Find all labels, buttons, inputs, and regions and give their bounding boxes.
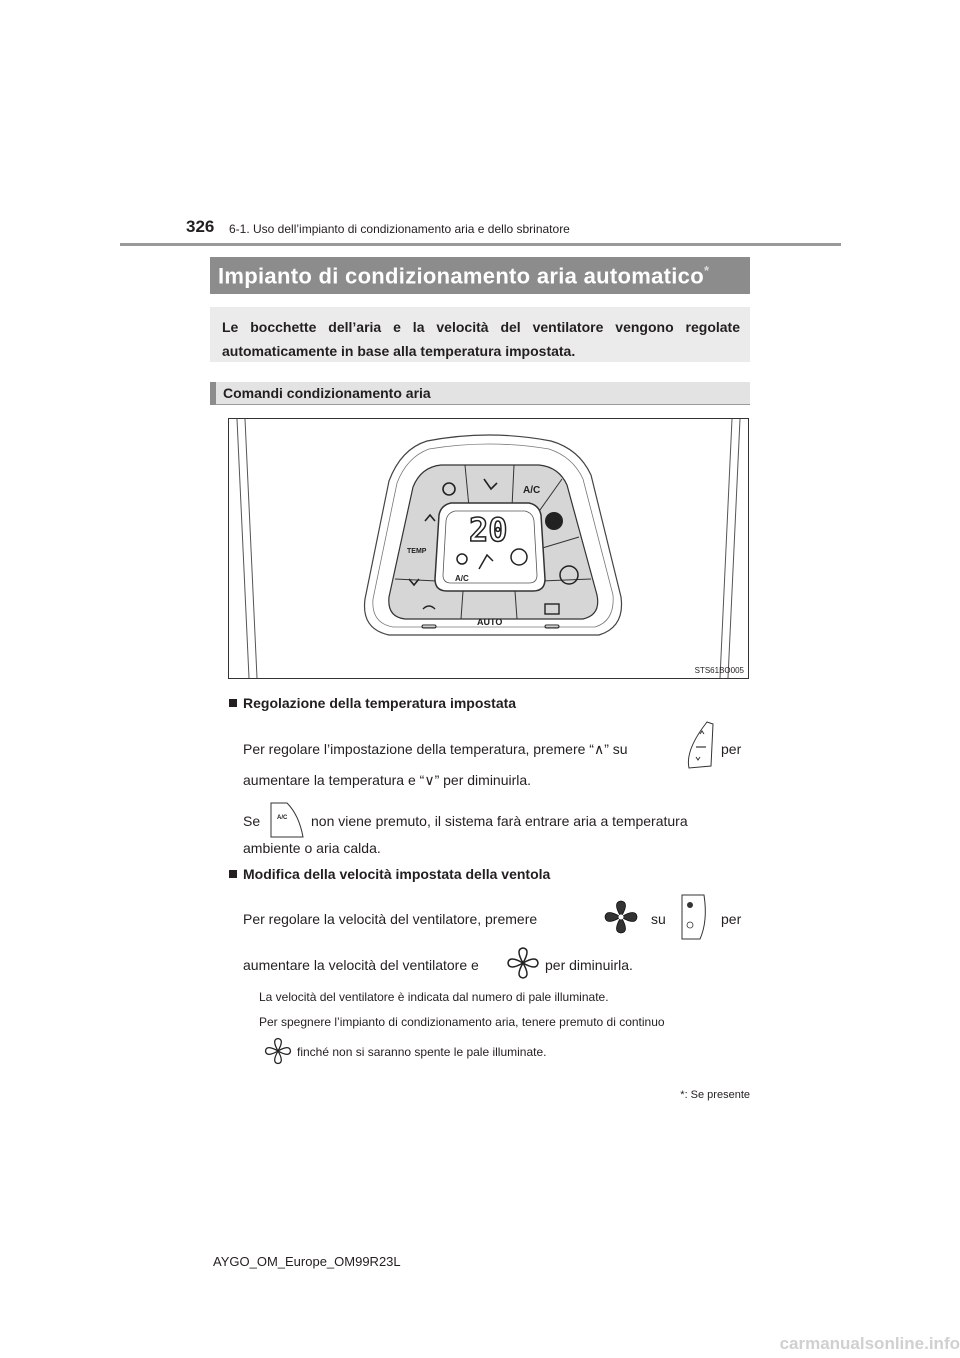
temp-line-4: ambiente o aria calda. — [243, 840, 381, 856]
ac-button-icon — [267, 799, 307, 841]
auto-button-label: AUTO — [477, 617, 503, 627]
bullet-square — [229, 699, 237, 707]
figure-id: STS61BO005 — [694, 666, 744, 675]
fan-note-2: Per spegnere l’impianto di condizionamento aria, tenere premuto di continuo — [259, 1015, 665, 1029]
fan-speed-up-icon — [545, 512, 563, 530]
fan-line-1-su: su — [651, 911, 666, 927]
display-temperature: 20 — [469, 511, 508, 549]
fan-switch-icon — [676, 893, 710, 941]
temp-line-1-end: per — [721, 741, 742, 757]
control-panel-figure — [228, 418, 749, 679]
fan-line-1: Per regolare la velocità del ventilatore, premere — [243, 911, 538, 927]
temp-switch-icon — [683, 720, 717, 770]
intro-box — [210, 307, 750, 362]
temp-line-3-start: Se — [243, 813, 261, 829]
intro-text: Le bocchette dell’aria e la velocità del ventilatore vengono regolate automaticamente in base alla temperatura impostata. — [222, 319, 740, 359]
temp-line-3: non viene premuto, il sistema farà entrare aria a temperatura — [311, 813, 688, 829]
fan-line-1-end: per — [721, 911, 742, 927]
temp-label: TEMP — [407, 548, 427, 555]
ac-button-label: A/C — [523, 485, 541, 496]
footer-doc-code: AYGO_OM_Europe_OM99R23L — [213, 1254, 401, 1269]
section-heading-bar — [210, 382, 750, 405]
down-symbol: ∨ — [424, 772, 435, 788]
footnote-asterisk: * — [680, 1089, 685, 1101]
temp-line-2: aumentare la temperatura e “∨” per diminuirla. — [243, 772, 532, 788]
fan-note-3: finché non si saranno spente le pale illuminate. — [297, 1045, 547, 1059]
temp-line-1: Per regolare l’impostazione della temperatura, premere “∧” su — [243, 741, 628, 757]
header-rule — [120, 243, 841, 246]
svg-text:A/C: A/C — [277, 815, 288, 821]
fan-speed-up-button-icon — [602, 898, 640, 936]
page-title-bar — [210, 257, 750, 294]
temp-subheading: Regolazione della temperatura impostata — [229, 695, 516, 711]
fan-subheading: Modifica della velocità impostata della ventola — [229, 866, 550, 882]
title-asterisk: * — [703, 263, 710, 278]
fan-speed-down-button-icon — [505, 945, 541, 981]
fan-line-2: aumentare la velocità del ventilatore e — [243, 957, 479, 973]
fan-note-1: La velocità del ventilatore è indicata dal numero di pale illuminate. — [259, 990, 609, 1004]
fan-speed-down-note-icon — [263, 1036, 293, 1066]
page-number: 326 — [186, 217, 215, 236]
control-panel-illustration — [229, 419, 748, 678]
watermark: carmanualsonline.info — [779, 1334, 960, 1353]
footnote: *: Se presente — [680, 1089, 750, 1101]
display-ac-label: A/C — [455, 574, 469, 583]
running-header: 6-1. Uso dell’impianto di condizionamento aria e dello sbrinatore — [229, 222, 570, 236]
section-heading: Comandi condizionamento aria — [223, 385, 431, 401]
bullet-square — [229, 870, 237, 878]
fan-line-2-end: per diminuirla. — [545, 957, 633, 973]
page-title: Impianto di condizionamento aria automatico* — [218, 263, 710, 289]
up-symbol: ∧ — [593, 741, 605, 757]
